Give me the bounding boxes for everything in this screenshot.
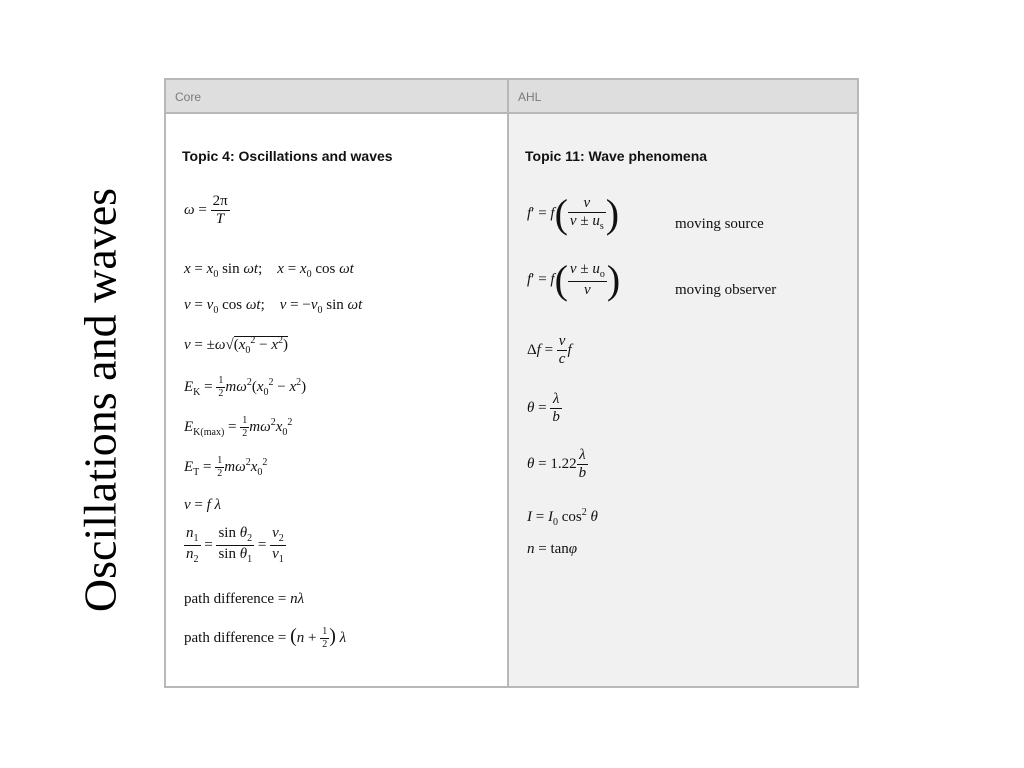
displacement-formula: $x = x_0$ sin ωt; $x = x_0$ cos ωt	[184, 261, 354, 280]
ahl-column-header: AHL	[509, 80, 857, 114]
total-energy-formula: $E_T$ = $\frac{1}{2}$ $m\omega^2x_0^2$	[184, 455, 268, 479]
kinetic-energy-formula: $E_K$ = $\frac{1}{2}$ $m\omega^2(x_0^2 - x^2)$	[184, 375, 307, 399]
doppler-shift-formula: Δf = $\frac{v}{c}$ f	[527, 333, 572, 367]
velocity-formula: $v = v_0$ cos ωt; $v = -v_0$ sin ωt	[184, 297, 363, 316]
brewster-angle-formula: n = tanφ	[527, 541, 578, 557]
core-column-header: Core	[166, 80, 509, 114]
core-topic-title: Topic 4: Oscillations and waves	[182, 148, 393, 164]
doppler-moving-source-formula: f′ = f( $\frac{v}{v \pm u_s}$ )	[527, 191, 620, 236]
wave-equation-formula: v = f λ	[184, 497, 222, 513]
velocity-displacement-formula: $v = \pm\omega√(x_0^2 - x^2)$	[184, 335, 289, 356]
snells-law-formula: $\frac{n_1}{n_2}$ = $\frac{\sin \theta_2}{\sin \theta_1}$ = $\frac{v_2}{v_1}$	[186, 525, 284, 565]
rayleigh-criterion-formula: θ = 1.22 $\frac{\lambda}{b}$	[527, 447, 587, 481]
core-column	[166, 114, 509, 686]
slide-title: Oscillations and waves	[74, 187, 126, 613]
single-slit-diffraction-formula: θ = $\frac{\lambda}{b}$	[527, 391, 560, 425]
ahl-column	[509, 114, 857, 686]
ahl-topic-title: Topic 11: Wave phenomena	[525, 148, 708, 164]
doppler-moving-observer-formula: f′ = f( $\frac{v \pm u_o}{v}$ )	[527, 257, 621, 302]
constructive-path-difference-formula: path difference = nλ	[184, 591, 305, 607]
moving-observer-note: moving observer	[675, 282, 777, 298]
moving-source-note: moving source	[675, 216, 764, 232]
malus-law-formula: $I = I_0$ $\cos^2 \theta$	[527, 507, 598, 528]
angular-frequency-formula: ω = $\frac{2\pi}{T}$	[184, 193, 228, 227]
destructive-path-difference-formula: path difference = (n + $\frac{1}{2}$ ) λ	[184, 625, 347, 651]
formula-table	[164, 78, 859, 688]
max-kinetic-energy-formula: $E_{K(max)}$ = $\frac{1}{2}$ $m\omega^2x_0^2$	[184, 415, 293, 439]
